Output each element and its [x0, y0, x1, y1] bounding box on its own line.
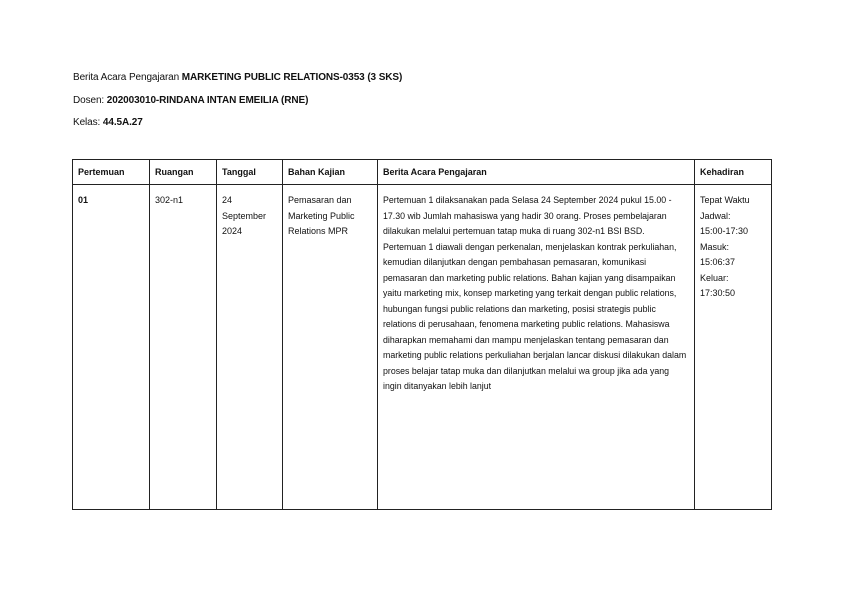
- lecturer-line: [73, 95, 308, 106]
- cell-bahan-kajian: Pemasaran dan Marketing Public Relations MPR: [283, 185, 378, 510]
- class-value: 44.5A.27: [102, 117, 143, 128]
- course-name: MARKETING PUBLIC RELATIONS-0353 (3 SKS): [181, 72, 403, 83]
- header-kehadiran: Kehadiran: [695, 160, 772, 185]
- header-tanggal: Tanggal: [217, 160, 283, 185]
- cell-berita-acara: Pertemuan 1 dilaksanakan pada Selasa 24 September 2024 pukul 15.00 - 17.30 wib Jumlah mahasiswa yang hadir 30 orang. Proses pembelajaran dilakukan melalui pertemuan tatap muka di ruang 302-n1 BSI BSD. Pertemuan 1 diawali dengan perkenalan, menjelaskan kontrak perkuliahan, kemudian dilanjutkan dengan pembahasan pemasaran, komunikasi pemasaran dan marketing public relations. Bahan kajian yang disampaikan yaitu marketing mix, konsep marketing yang terkait dengan public relations, hubungan fungsi public relations dan marketing, posisi strategis public relations di perusahaan, fenomena marketing public relations. Mahasiswa diharapkan memahami dan mampu menjelaskan tentang pemasaran dan marketing public relations perkuliahan berjalan lancar diskusi dilakukan dalam proses belajar tatap muka dan dilanjutkan melalui wa group jika ada yang ingin ditanyakan lebih lanjut: [378, 185, 695, 510]
- check-in-label: Masuk:: [700, 241, 730, 252]
- lecturer-label: Dosen:: [73, 95, 105, 106]
- document-title: [73, 72, 402, 83]
- teaching-record-table: [72, 159, 772, 510]
- table-header-row: [73, 160, 772, 185]
- cell-kehadiran: [695, 185, 772, 510]
- check-in-value: 15:06:37: [700, 257, 736, 267]
- check-out-label: Keluar:: [700, 272, 729, 283]
- cell-tanggal: 24 September 2024: [217, 185, 283, 510]
- header-berita-acara: Berita Acara Pengajaran: [378, 160, 695, 185]
- header-pertemuan: Pertemuan: [73, 160, 150, 185]
- table-row: [73, 185, 772, 510]
- class-line: [73, 117, 143, 128]
- class-label: Kelas:: [73, 117, 101, 128]
- schedule-label: Jadwal:: [700, 210, 731, 221]
- title-prefix: Berita Acara Pengajaran: [73, 72, 180, 83]
- check-out-value: 17:30:50: [700, 288, 736, 298]
- lecturer-value: 202003010-RINDANA INTAN EMEILIA (RNE): [106, 95, 309, 106]
- cell-ruangan: 302-n1: [150, 185, 217, 510]
- cell-pertemuan: 01: [73, 185, 150, 510]
- attendance-status: Tepat Waktu: [700, 195, 750, 205]
- schedule-value: 15:00-17:30: [700, 226, 749, 236]
- header-ruangan: Ruangan: [150, 160, 217, 185]
- header-bahan-kajian: Bahan Kajian: [283, 160, 378, 185]
